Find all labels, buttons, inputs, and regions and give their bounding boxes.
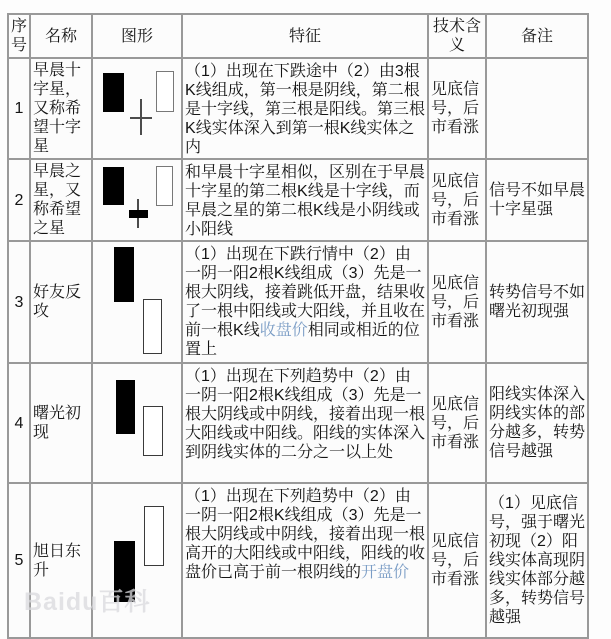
candle-shape-filled [103, 73, 124, 112]
pattern-feature-cell [182, 483, 428, 638]
pattern-feature-cell [182, 58, 428, 159]
baidu-watermark: Baidu百科 [24, 588, 151, 616]
row-number-cell: 4 [8, 363, 30, 483]
pattern-graphic-cell [92, 241, 182, 363]
kline-term-link[interactable]: 收盘价 [259, 322, 308, 339]
table-row [8, 241, 588, 363]
candle-shape-hollow-light [156, 71, 174, 112]
kline-term-link[interactable]: 开盘价 [361, 564, 410, 581]
pattern-name-cell: 好友反攻 [30, 241, 92, 363]
header-feature: 特征 [182, 14, 428, 58]
header-meaning: 技术含义 [428, 14, 486, 58]
header-remark: 备注 [486, 14, 588, 58]
feature-text: （1）出现在下列趋势中（2）由一阴一阳2根K线组成（3）先是一根大阴线或中阴线，接着出现一根高开的大阳线或中阳线，阳线的收盘价已高于前一根阴线的 [185, 488, 426, 581]
row-number-cell: 1 [8, 58, 30, 159]
pattern-name-cell: 旭日东升 [30, 483, 92, 638]
technical-meaning-cell: 见底信号，后市看涨 [428, 241, 486, 363]
morning-doji-star-icon [93, 59, 181, 158]
feature-text: （1）出现在下跌行情中（2）由一阴一阳2根K线组成（3）先是一根大阴线，接着跳低开盘，结果收了一根中阳线或大阳线，并且收在前一根K线 [185, 246, 426, 339]
morning-star-icon [93, 160, 181, 240]
feature-text: 相同或相近的位置上 [185, 322, 420, 358]
feature-text: 和早晨十字星相似，区别在于早晨十字星的第二根K线是十字线，而早晨之星的第二根K线是小阴线或小阳线 [185, 164, 426, 238]
candle-shape-hollow [143, 299, 162, 354]
pattern-feature-cell [182, 363, 428, 483]
table-row [8, 483, 588, 638]
candle-shape-filled [103, 167, 124, 205]
remark-cell: （1）见底信号，强于曙光 初现（2）阳线实体高现阴线实体部分越多，转势信号越强 [486, 483, 588, 638]
technical-meaning-cell: 见底信号，后市看涨 [428, 159, 486, 241]
candle-shape-hollow [143, 406, 163, 456]
header-row [8, 14, 588, 58]
table-row [8, 58, 588, 159]
pattern-feature-cell [182, 159, 428, 241]
bullish-counterattack-icon [93, 242, 181, 362]
candle-shape-filled [114, 247, 134, 302]
pattern-name-cell: 早晨之星，又称希望之星 [30, 159, 92, 241]
pattern-graphic-cell [92, 159, 182, 241]
remark-cell: 信号不如早晨十字星强 [486, 159, 588, 241]
pattern-graphic-cell [92, 58, 182, 159]
row-number-cell: 5 [8, 483, 30, 638]
table-row [8, 363, 588, 483]
table-row [8, 159, 588, 241]
row-number-cell: 2 [8, 159, 30, 241]
candle-shape-filled [114, 541, 135, 602]
remark-cell [486, 58, 588, 159]
table-body [8, 58, 588, 638]
pattern-graphic-cell [92, 483, 182, 638]
technical-meaning-cell: 见底信号，后市看涨 [428, 363, 486, 483]
row-number-cell: 3 [8, 241, 30, 363]
feature-text: （1）出现在下跌途中（2）由3根K线组成，第一根是阴线，第二根是十字线，第三根是阳线。第三根K线实体深入到第一根K线实体之内 [185, 63, 426, 156]
pattern-graphic-cell [92, 363, 182, 483]
remark-cell: 阳线实体深入阴线实体的部分越多，转势信号越强 [486, 363, 588, 483]
header-name: 名称 [30, 14, 92, 58]
pattern-name-cell: 曙光初现 [30, 363, 92, 483]
feature-text: （1）出现在下列趋势中（2）由一阴一阳2根K线组成（3）先是一根大阴线或中阴线，接着出现一根大阳线或中阳线。阳线的实体深入到阴线实体的二分之一以上处 [185, 368, 426, 461]
remark-cell: 转势信号不如曙光初现强 [486, 241, 588, 363]
technical-meaning-cell: 见底信号，后市看涨 [428, 58, 486, 159]
candle-shape-filled [116, 380, 135, 434]
pattern-feature-cell [182, 241, 428, 363]
technical-meaning-cell: 见底信号，后市看涨 [428, 483, 486, 638]
piercing-pattern-icon [93, 364, 181, 482]
candle-shape-filled [129, 210, 148, 218]
header-num: 序号 [8, 14, 30, 58]
candle-shape-hollow [144, 506, 164, 566]
candlestick-pattern-table [7, 13, 589, 639]
candle-shape-line [130, 117, 152, 119]
candle-shape-hollow-light [156, 166, 173, 206]
pattern-name-cell: 早晨十字星，又称希望十字星 [30, 58, 92, 159]
header-graphic: 图形 [92, 14, 182, 58]
rising-sun-icon [93, 484, 181, 637]
